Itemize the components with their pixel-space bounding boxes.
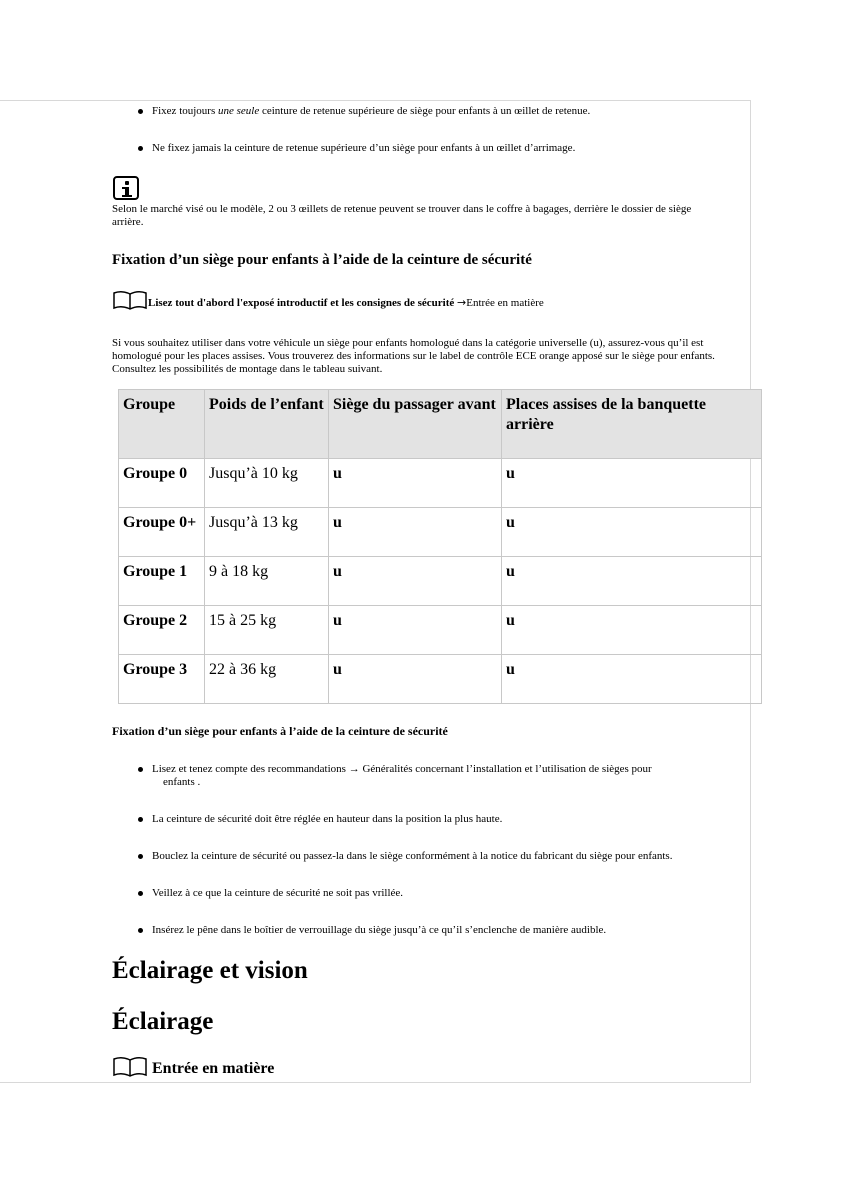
bullet-dot: [138, 854, 143, 859]
column-header: Siège du passager avant: [329, 390, 502, 459]
table-cell: Groupe 2: [119, 606, 205, 655]
list-item: [112, 924, 732, 937]
table-cell: u: [502, 557, 762, 606]
table-cell: u: [502, 459, 762, 508]
bullet-text: Ne fixez jamais la ceinture de retenue supérieure d’un siège pour enfants à un œillet d’arrimage.: [152, 142, 576, 154]
table-cell: Groupe 3: [119, 655, 205, 704]
bullet-text: Lisez et tenez compte des recommandations → Généralités concernant l’installation et l’utilisation de sièges pour: [152, 763, 652, 775]
bullet-text: Bouclez la ceinture de sécurité ou passez-la dans le siège conformément à la notice du fabricant du siège pour enfants.: [152, 850, 673, 862]
bullet-text: enfants .: [163, 776, 201, 788]
list-item: [112, 887, 732, 900]
book-icon: [112, 1056, 148, 1078]
table-row: [119, 557, 762, 606]
bullet-dot: [138, 767, 143, 772]
table-row: [119, 459, 762, 508]
arrow-icon: →: [457, 296, 467, 309]
entry-heading: [112, 1056, 274, 1078]
bullet-text: Fixez toujours: [152, 105, 218, 117]
bullet-dot: [138, 928, 143, 933]
column-header: Places assises de la banquette arrière: [502, 390, 762, 459]
subchapter-title: Éclairage: [112, 1008, 214, 1035]
table-row: [119, 606, 762, 655]
table-cell: u: [502, 655, 762, 704]
table-cell: Jusqu’à 10 kg: [205, 459, 329, 508]
table-cell: Groupe 1: [119, 557, 205, 606]
table-cell: u: [502, 606, 762, 655]
table-cell: u: [329, 655, 502, 704]
bullet-text: ceinture de retenue supérieure de siège pour enfants à un œillet de retenue.: [259, 105, 591, 117]
table-cell: 9 à 18 kg: [205, 557, 329, 606]
table-cell: Jusqu’à 13 kg: [205, 508, 329, 557]
section-title: Fixation d’un siège pour enfants à l’aide de la ceinture de sécurité: [112, 252, 532, 268]
list-item: [112, 813, 732, 826]
table-cell: u: [329, 606, 502, 655]
table-cell: 15 à 25 kg: [205, 606, 329, 655]
book-icon: [112, 290, 148, 310]
list-item: [112, 850, 732, 863]
table-cell: Groupe 0: [119, 459, 205, 508]
table-cell: u: [502, 508, 762, 557]
list-item: [112, 763, 732, 789]
note-text: Selon le marché visé ou le modèle, 2 ou 3 œillets de retenue peuvent se trouver dans le coffre à bagages, derrière le dossier de siège arrière.: [112, 203, 692, 228]
column-header: Poids de l’enfant: [205, 390, 329, 459]
entry-title: Entrée en matière: [152, 1060, 275, 1077]
table-row: [119, 655, 762, 704]
table-cell: Groupe 0+: [119, 508, 205, 557]
bullet-dot: [138, 817, 143, 822]
section-title: Fixation d’un siège pour enfants à l’aide de la ceinture de sécurité: [112, 724, 448, 738]
table-row: [119, 508, 762, 557]
chapter-title: Éclairage et vision: [112, 957, 308, 984]
list-item: [112, 105, 732, 118]
read-first-bold: Lisez tout d'abord l'exposé introductif et les consignes de sécurité: [148, 297, 455, 309]
table-cell: u: [329, 459, 502, 508]
table-cell: u: [329, 557, 502, 606]
bullet-text: Veillez à ce que la ceinture de sécurité ne soit pas vrillée.: [152, 887, 404, 899]
info-icon: [113, 176, 139, 200]
bullet-dot: [138, 109, 143, 114]
list-item: [112, 142, 732, 155]
bullet-text: Insérez le pêne dans le boîtier de verrouillage du siège jusqu’à ce qu’il s’enclenche de manière audible.: [152, 924, 607, 936]
bullet-dot: [138, 891, 143, 896]
bullet-text: La ceinture de sécurité doit être réglée en hauteur dans la position la plus haute.: [152, 813, 503, 825]
bullet-dot: [138, 146, 143, 151]
intro-paragraph: Si vous souhaitez utiliser dans votre véhicule un siège pour enfants homologué dans la catégorie universelle (u), assurez-vous qu’il est homologué pour les places assises. Vous trouverez des informations sur le label de contrôle ECE orange apposé sur le siège pour enfants. Consultez les possibilités de montage dans le tableau suivant.: [112, 337, 715, 375]
seat-compatibility-table: [118, 389, 762, 704]
table-header-row: [119, 390, 762, 459]
link-entree-en-matiere[interactable]: Entrée en matière: [466, 297, 544, 309]
read-first-line: [112, 290, 732, 310]
bullet-emphasis: une seule: [218, 105, 260, 117]
column-header: Groupe: [119, 390, 205, 459]
table-cell: 22 à 36 kg: [205, 655, 329, 704]
table-cell: u: [329, 508, 502, 557]
